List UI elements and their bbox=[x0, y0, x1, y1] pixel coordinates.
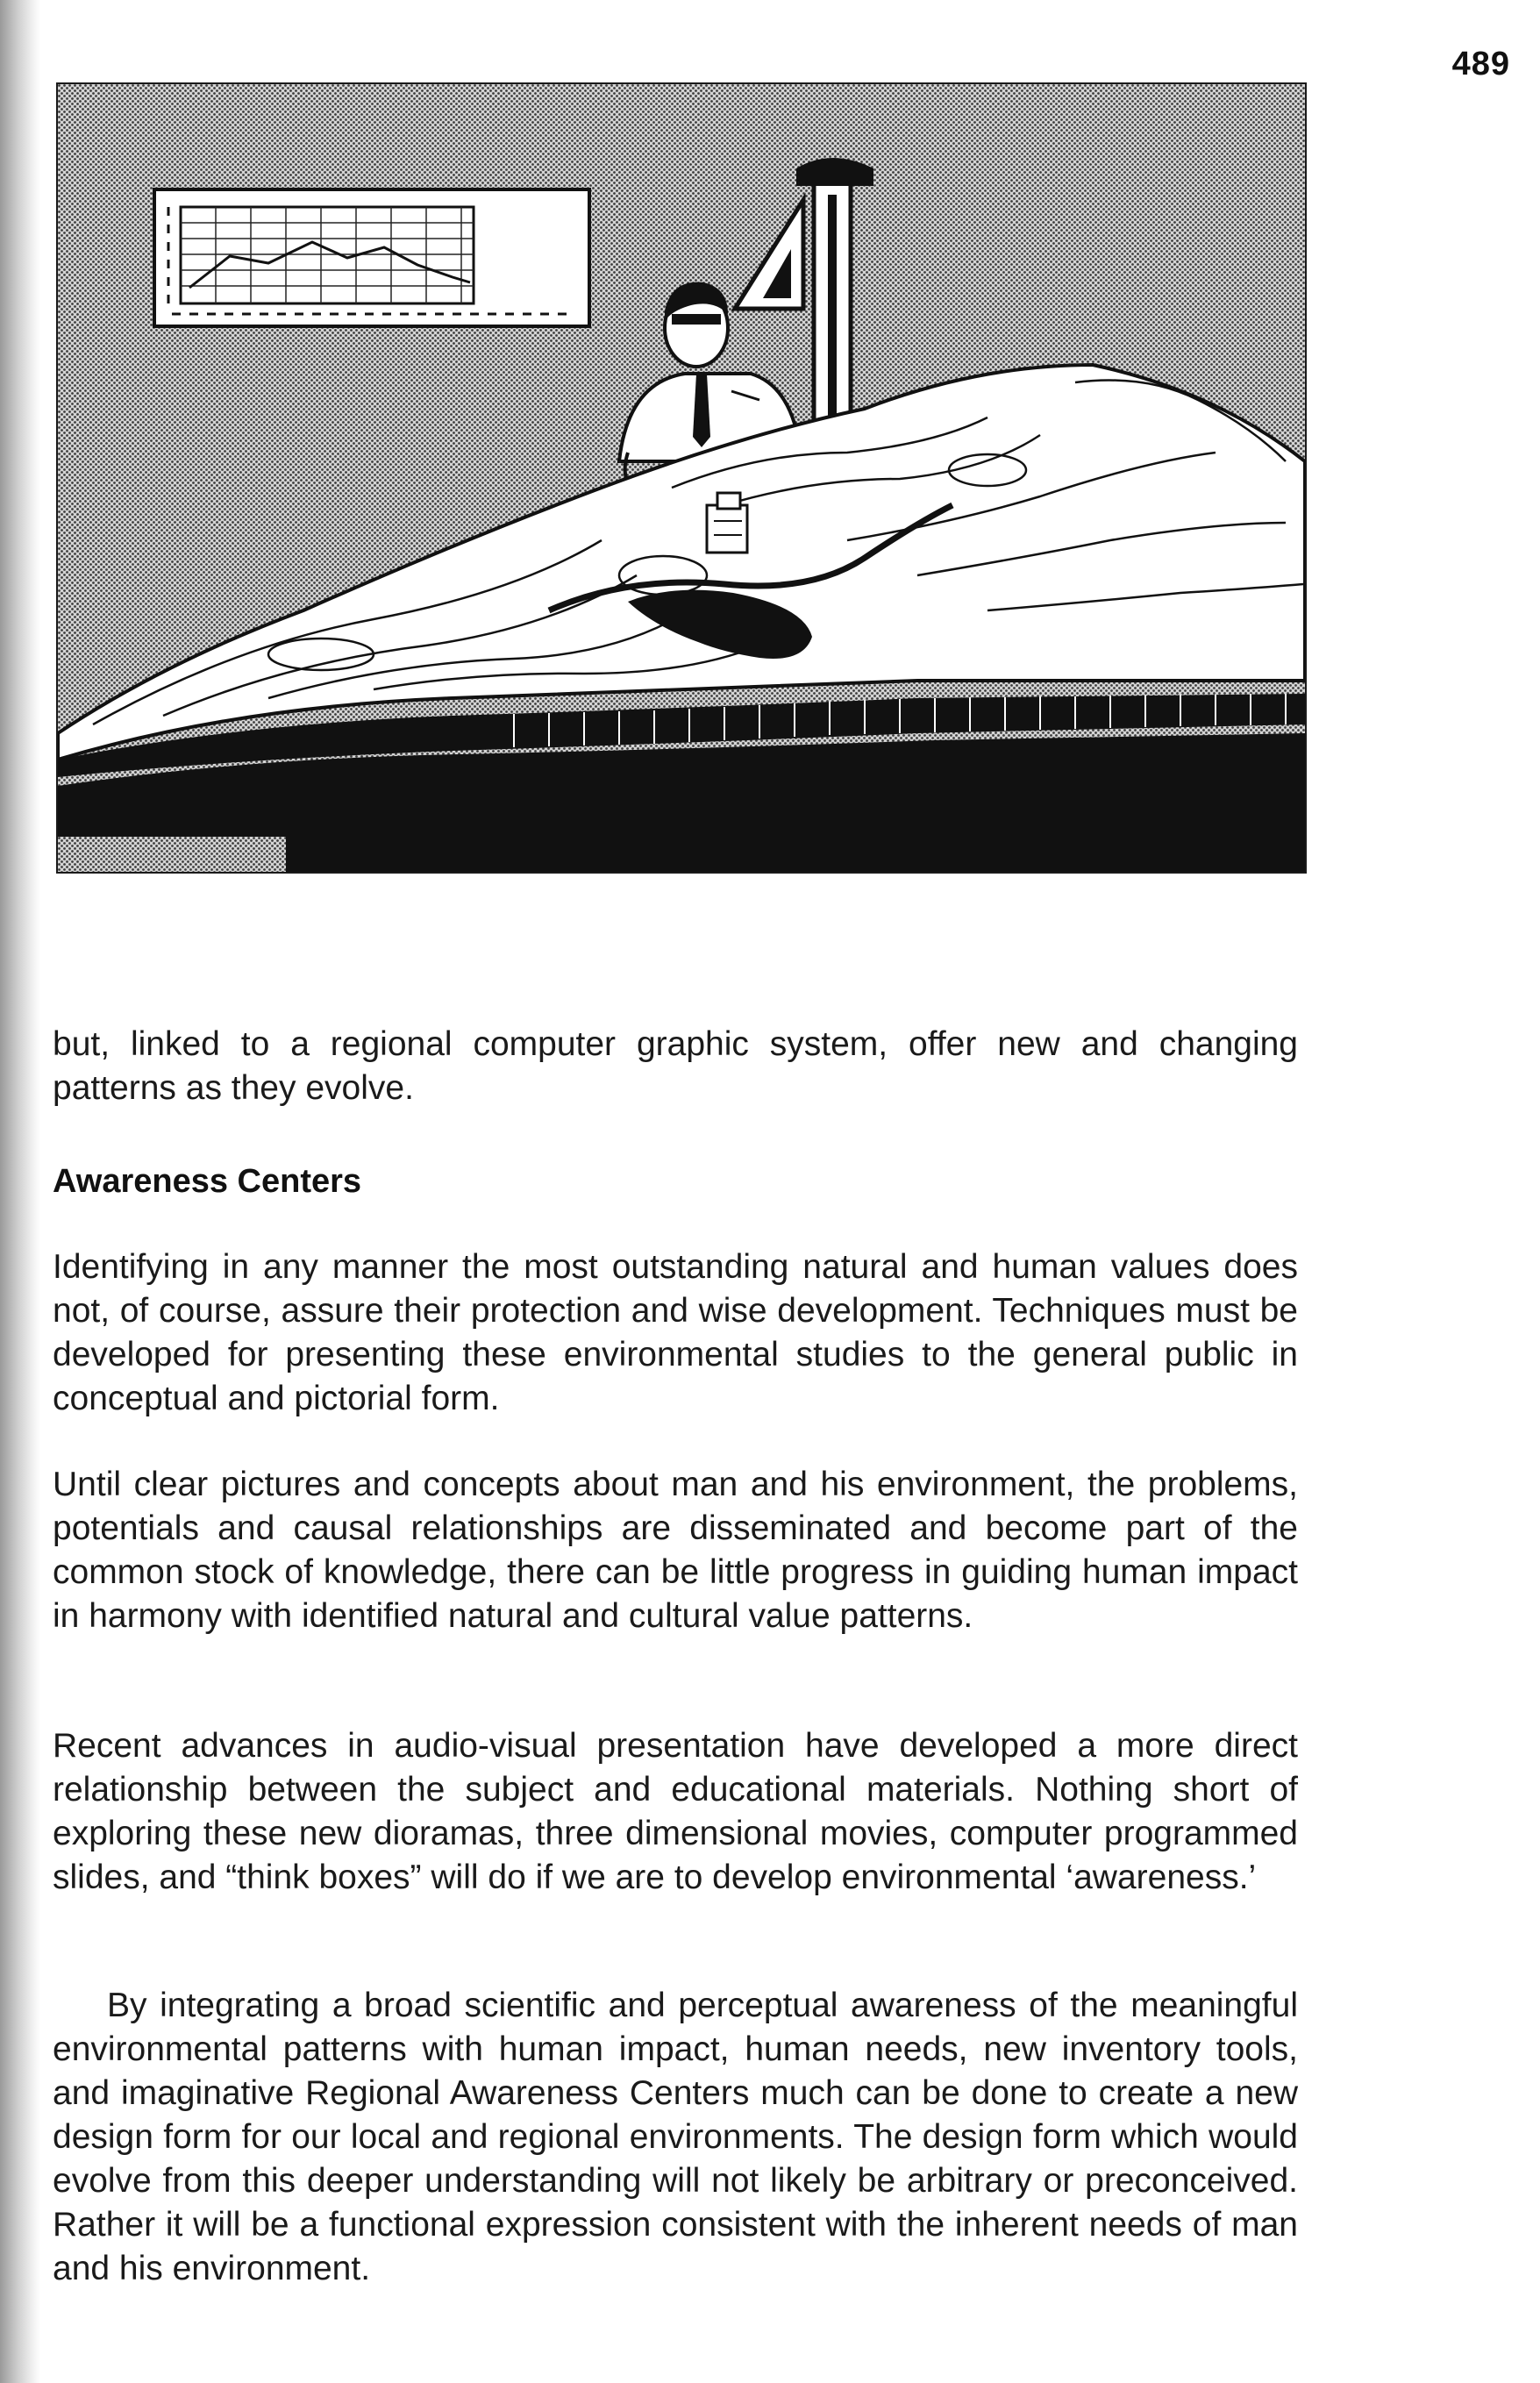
wall-chart bbox=[154, 189, 589, 326]
paragraph-clear-pictures: Until clear pictures and concepts about man and his environment, the problems, potentials and causal relationships are disseminated and become part of the common stock of knowledge, there can be little progress in guiding human impact in harmony with identified natural and cultural value patterns. bbox=[53, 1466, 1298, 1635]
paragraph-identifying: Identifying in any manner the most outstanding natural and human values does not, of course, assure their protection and wise development. Techniques must be developed for presenting these environmental studies to the general public in conceptual and pictorial form. bbox=[53, 1248, 1298, 1417]
section-heading-awareness-centers: Awareness Centers bbox=[53, 1163, 362, 1200]
paragraph-audio-visual: Recent advances in audio-visual presentation have developed a more direct relationship between the subject and educational materials. Nothing short of exploring these new dioramas, three dimensional movies, computer programmed slides, and “think boxes” will do if we are to develop environmental ‘awareness.’ bbox=[53, 1727, 1298, 1896]
paragraph-integrating: By integrating a broad scientific and perceptual awareness of the meaningful environmental patterns with human impact, human needs, new inventory tools, and imaginative Regional Awareness Centers much can be done to create a new design form for our local and regional environments. The design form which would evolve from this deeper understanding will not likely be arbitrary or preconceived. Rather it will be a functional expression consistent with the inherent needs of man and his environment. bbox=[53, 1987, 1298, 2287]
illustration-svg bbox=[58, 84, 1305, 872]
page-number: 489 bbox=[1451, 46, 1510, 82]
paragraph-continuation: but, linked to a regional computer graphic system, offer new and changing patterns as they evolve. bbox=[53, 1025, 1298, 1107]
page-binding-shadow bbox=[0, 0, 40, 2383]
terrain-model-illustration bbox=[56, 82, 1307, 874]
